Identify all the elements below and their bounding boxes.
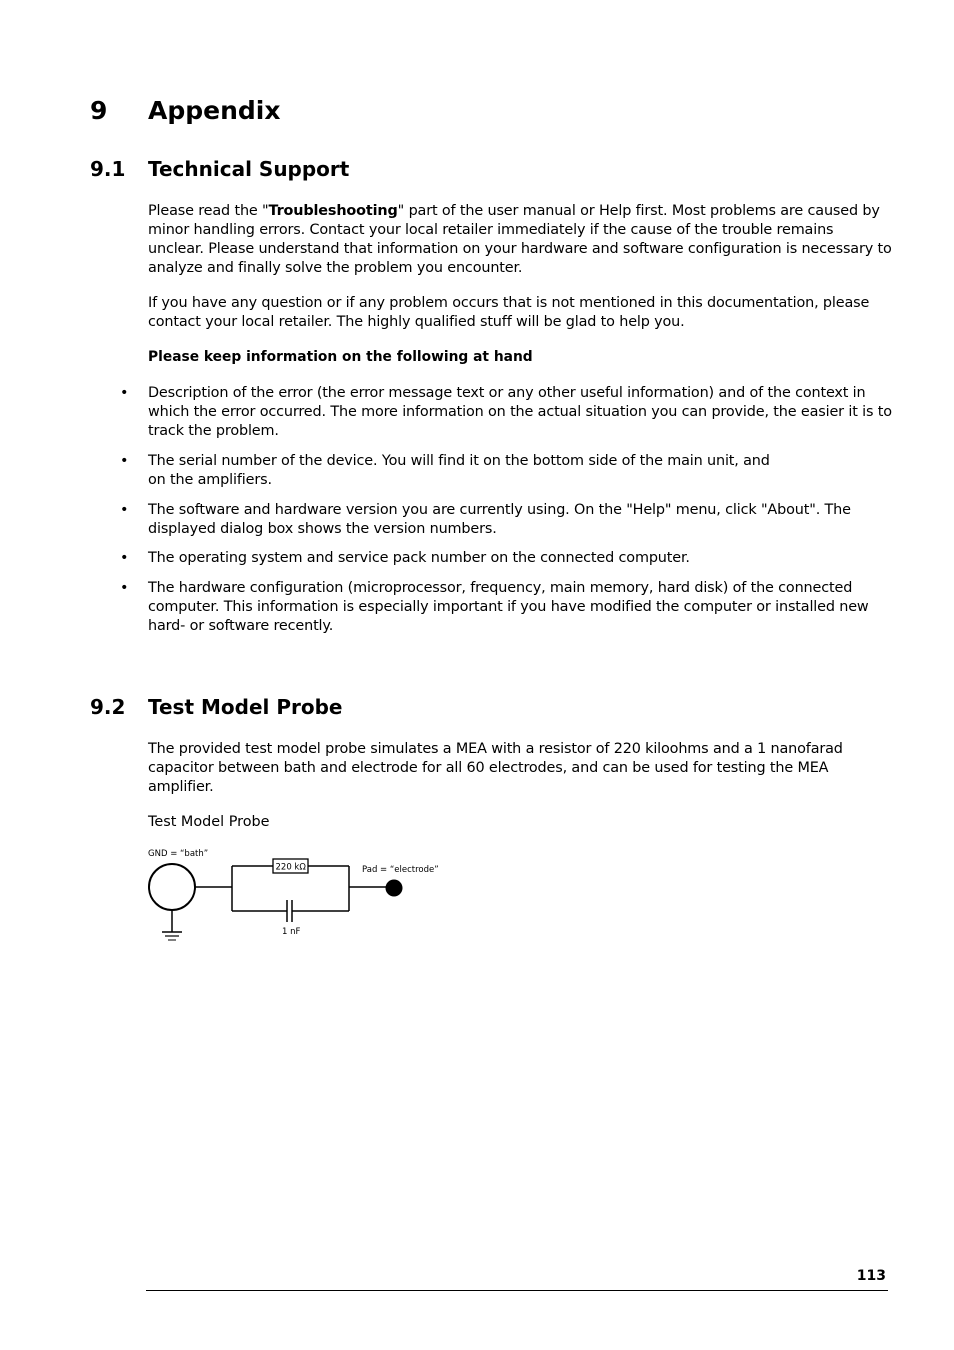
chapter-number: 9 — [90, 96, 108, 125]
list-item-text: The software and hardware version you are currently using. On the "Help" menu, click "About". The displayed dialog box shows the version numbers. — [148, 502, 851, 537]
figure-caption: Test Model Probe — [148, 814, 270, 830]
footer-rule — [146, 1290, 888, 1291]
pad-label: Pad = “electrode” — [362, 865, 439, 875]
list-item-text: Description of the error (the error message text or any other useful information) and of the context in which the error occurred. The more information on the actual situation you can provide, the easier it is to track the problem. — [148, 385, 892, 439]
section-heading-technical-support — [90, 154, 349, 184]
ground-icon — [162, 932, 182, 940]
section-number: 9.1 — [90, 157, 126, 181]
list-item — [120, 579, 893, 636]
bullet-marker: • — [120, 502, 129, 518]
section-number: 9.2 — [90, 695, 126, 719]
bullet-marker: • — [120, 580, 129, 596]
section-title: Technical Support — [148, 157, 350, 181]
gnd-label: GND = “bath” — [148, 849, 209, 859]
list-item-text: The serial number of the device. You will find it on the bottom side of the main unit, and on the amplifiers. — [148, 453, 770, 488]
resistor-label: 220 kΩ — [275, 862, 306, 873]
para-text: " part of the user manual or Help first. Most problems are caused by minor handling errors. Contact your local retailer immediately if the cause of the trouble remains unclear. Please understand that information on your hardware and software configuration is necessary to analyze and finally solve the problem you encounter. — [148, 203, 892, 276]
chapter-title: Appendix — [148, 96, 281, 125]
support-paragraph-2: If you have any question or if any problem occurs that is not mentioned in this documentation, please contact your local retailer. The highly qualified stuff will be glad to help you. — [148, 295, 870, 330]
list-item — [120, 501, 893, 539]
list-item — [120, 549, 893, 568]
list-item-text: The hardware configuration (microprocessor, frequency, main memory, hard disk) of the connected computer. This information is especially important if you have modified the computer or installed new hard- or software recently. — [148, 580, 869, 634]
bath-source-symbol — [149, 864, 195, 910]
test-probe-circuit-diagram — [140, 842, 450, 946]
para-text: Please read the " — [148, 203, 269, 219]
chapter-heading — [90, 92, 280, 130]
page-number: 113 — [856, 1268, 886, 1284]
bullet-marker: • — [120, 550, 129, 566]
electrode-pad-symbol — [386, 880, 403, 897]
info-subheading: Please keep information on the following at hand — [148, 349, 533, 365]
section-heading-test-model-probe — [90, 692, 342, 722]
list-item-text: The operating system and service pack number on the connected computer. — [148, 550, 690, 566]
troubleshooting-emphasis: Troubleshooting — [268, 203, 398, 219]
bullet-marker: • — [120, 385, 129, 401]
support-paragraph-1 — [148, 202, 893, 278]
section-title: Test Model Probe — [148, 695, 343, 719]
probe-paragraph: The provided test model probe simulates a MEA with a resistor of 220 kiloohms and a 1 nanofarad capacitor between bath and electrode for all 60 electrodes, and can be used for testing the MEA amplifier. — [148, 741, 843, 795]
list-item — [120, 452, 788, 490]
capacitor-label: 1 nF — [282, 927, 301, 937]
bullet-marker: • — [120, 453, 129, 469]
list-item — [120, 384, 893, 441]
